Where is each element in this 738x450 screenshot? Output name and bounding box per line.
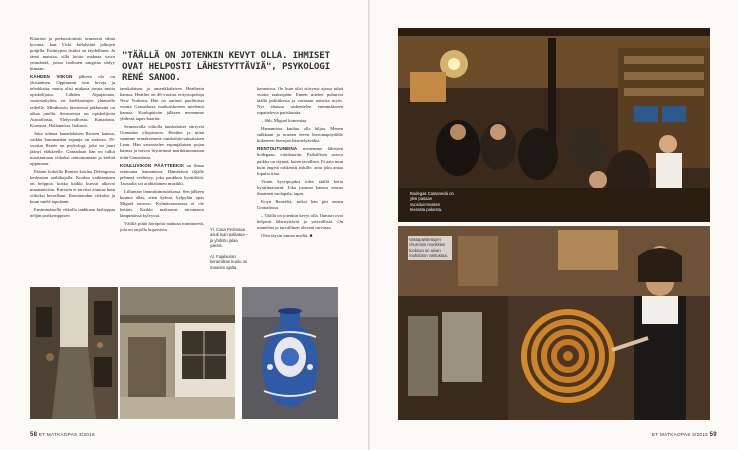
publication-name: ET MATKAOPAS 3/2016: [652, 432, 708, 437]
paragraph: Lillumme lämmittimistärkassa. Sen jälkeen kuuma allas, siten kylmä, kylpylän opas Miguel neuvoo. Kylmäosastaassa ei ole kettärt. Kaikki makaavat nirvanassa lämpimässä kylvyssä.: [120, 188, 204, 218]
folio-left: [30, 432, 95, 438]
photo-street-alley: [30, 287, 118, 419]
paragraph: – Täällä on jotenkin kevyt olla. Ihmiset ovat helposti lähestyttäviä ja ystävällisiä. On tunnelma ja turvallinen olevani turvassa.: [257, 212, 343, 230]
paragraph: Ensimmäisellä viikolla tankkaan kielioppia neljän parikymppisen: [30, 207, 115, 219]
paragraph: Hamamissa kuuluu olla hiljaa. Menen sulkkaan ja nousen eteen hieromapöydälle kokeneen hierojan käsittelyäväksi.: [257, 126, 343, 144]
page-number: 59: [709, 432, 717, 438]
photo-carved-doorway: [120, 287, 235, 419]
run-in-lead: RENTOUTUNEINA: [257, 146, 298, 152]
text-column-3: [257, 86, 343, 241]
photo-caption-churros: Vastapaistettujen churrosin munkkien tuoksua on aivan mahdoton vastustaa.: [408, 236, 452, 260]
paragraph: Jutta tulmaa kanadalaisen Roseen kanssa, vaikka kummankin espanja on surkeaa. 59-vuotias Renée on psykologi, joka on juuri jäänyt eläkkeelle. Granadaan hän on tullut maustamaan viikoksi rentoutumaan ja kielitä oppimaan.: [30, 130, 115, 166]
paragraph: Olen täysin samaa mieltä. ■: [261, 233, 313, 239]
page-number: 58: [30, 432, 38, 438]
run-in-lead: KAHDEN VIIKON: [30, 74, 73, 80]
paragraph: KOULUVIKON PÄÄTTEEKSI on ilmaa rentoutua hamamissa. Hämärässä tiljalle pehmeä veeltetyy, joka paukkuu kynttilöitä. Taustalla soi arabialainen muzikki.: [120, 162, 204, 186]
paragraph: Koyn Reneeltä, miksi hän piti ennen Granadassa.: [257, 198, 343, 210]
paragraph: RENTOUTUNEINA menemme lähiseen bodegaan, viinibaariin. Paikallisen seassa paikka on täynnä, kuten tavallista. Et aata mun kuin ängetä rohkeasti tiskille, aina joku antaa lopulta tilaa.: [257, 146, 343, 176]
paragraph: Viinin kyytipojaksi tulee täällä kerta kyräilmaisatnl. Joka juoman kanssa seuraa ilmainen suolapala, tapas.: [257, 178, 343, 196]
text-column-1: [30, 36, 115, 221]
paragraph: Päärän kokeilla Renten koulua Delengossa keskustan arabikujalla. Koulun vaihtaminen on helppoa, koska kaikki kurssit alkavat maanantaisin. Kurssiin ei tarvitse etuntaa kuin viikoksi kerrallaan. Ilmoittaudun viikoksi ja kuun mielä tapulaani.: [30, 168, 115, 205]
folio-right: [652, 432, 717, 438]
paragraph: kannuissa. On kuin olisi siirtynyt ajassa tuhat vuotta taaksepäin. Ennen miehet puhuivat täällä politiikasta ja varmaan naisista myös. Nyt altaissa uiskentelee enimmäkseen rupattelevia pariskuntia.: [257, 86, 343, 116]
run-in-lead: KOULUVIKON PÄÄTTEEKSI: [120, 162, 184, 168]
photo-ceramic-vase: [242, 287, 338, 419]
photo-caption-bottom: Al. Fajalauran keramiikan kuulu on maurien ajalta.: [210, 254, 248, 270]
paragraph: – Shh, Miguel komentaa.: [261, 118, 308, 124]
paragraph: KAHDEN VIIKON jälkeen olo on yksinäinen. Oppitunnit ovat kivoja ja tehokkaita, mutta olisi mukava tavata muita opiskelijoita. Lähden Alpujarraan, vuoristokyliin, eri kielikoulujen yhteiselle retkelle. Minibussin kierteessä pikkuteitä on aikaa jutella. Seurueessa on opiskelijoita Australiasta, Yhdysvalloista, Kanadasta, Koreasta, Hollannista, Italiasta.: [30, 74, 115, 128]
paragraph: Seuraavalla viikolla tanskalaiset siirtyvät Granadan yliopistoon. Heather ja minä saamme seuraksemme ranskalais-saksalaisen Lean. Hän seurustelee espanjalaisen pojan kanssa ja toivoo löytävänsä marikkinomtaian töitä Granadasta.: [120, 124, 204, 160]
paragraph: Kitariset ja perkussionistit seuraavat silmä kovana, kun Vicki kiihdyttää jalkojen pohjilla. Esiintyjien lisäksi on täydellinen. Ja tämä maistaa, sillä luotto makuaa vaiva ymmärtää, joissa laulimen sangriaa siidyy himaan.: [30, 36, 115, 72]
photo-caption-bodega: Bodegas Castanedá on yksi pasaan suosituimmaiten teerasta pakesta.: [410, 191, 454, 213]
photo-caption-top: Yl. Casa Pedrosaa asuk kuin palkatua – ja yhdistu jalaa yaksis.: [210, 227, 249, 249]
paragraph: Välillä pitää höröpötä makuaa minttuteetä, jota on tarjolla hopeisissa: [120, 220, 204, 233]
page-gutter: [368, 0, 370, 450]
pull-quote-headline: "TÄÄLLÄ ON JOTENKIN KEVYT OLLA. IHMISET OVAT HELPOSTI LÄHESTYTTÄVIÄ", PSYKOLOGI RENÉ SANOO.: [122, 50, 330, 83]
paragraph: tanskalaisen ja amerikkalaisen Heatherin kanssa. Heather on 46-vuotias erityisopettaja New Yorkista. Hän on aurinut puolitoista vuotta Granadassa matkoiskoisen mielensä kanssa. Koulupäivän jälkeen menemme yhdessä tapas-baariin.: [120, 86, 204, 122]
publication-name: ET MATKAOPAS 3/2016: [38, 432, 95, 437]
text-column-2: [120, 86, 204, 235]
